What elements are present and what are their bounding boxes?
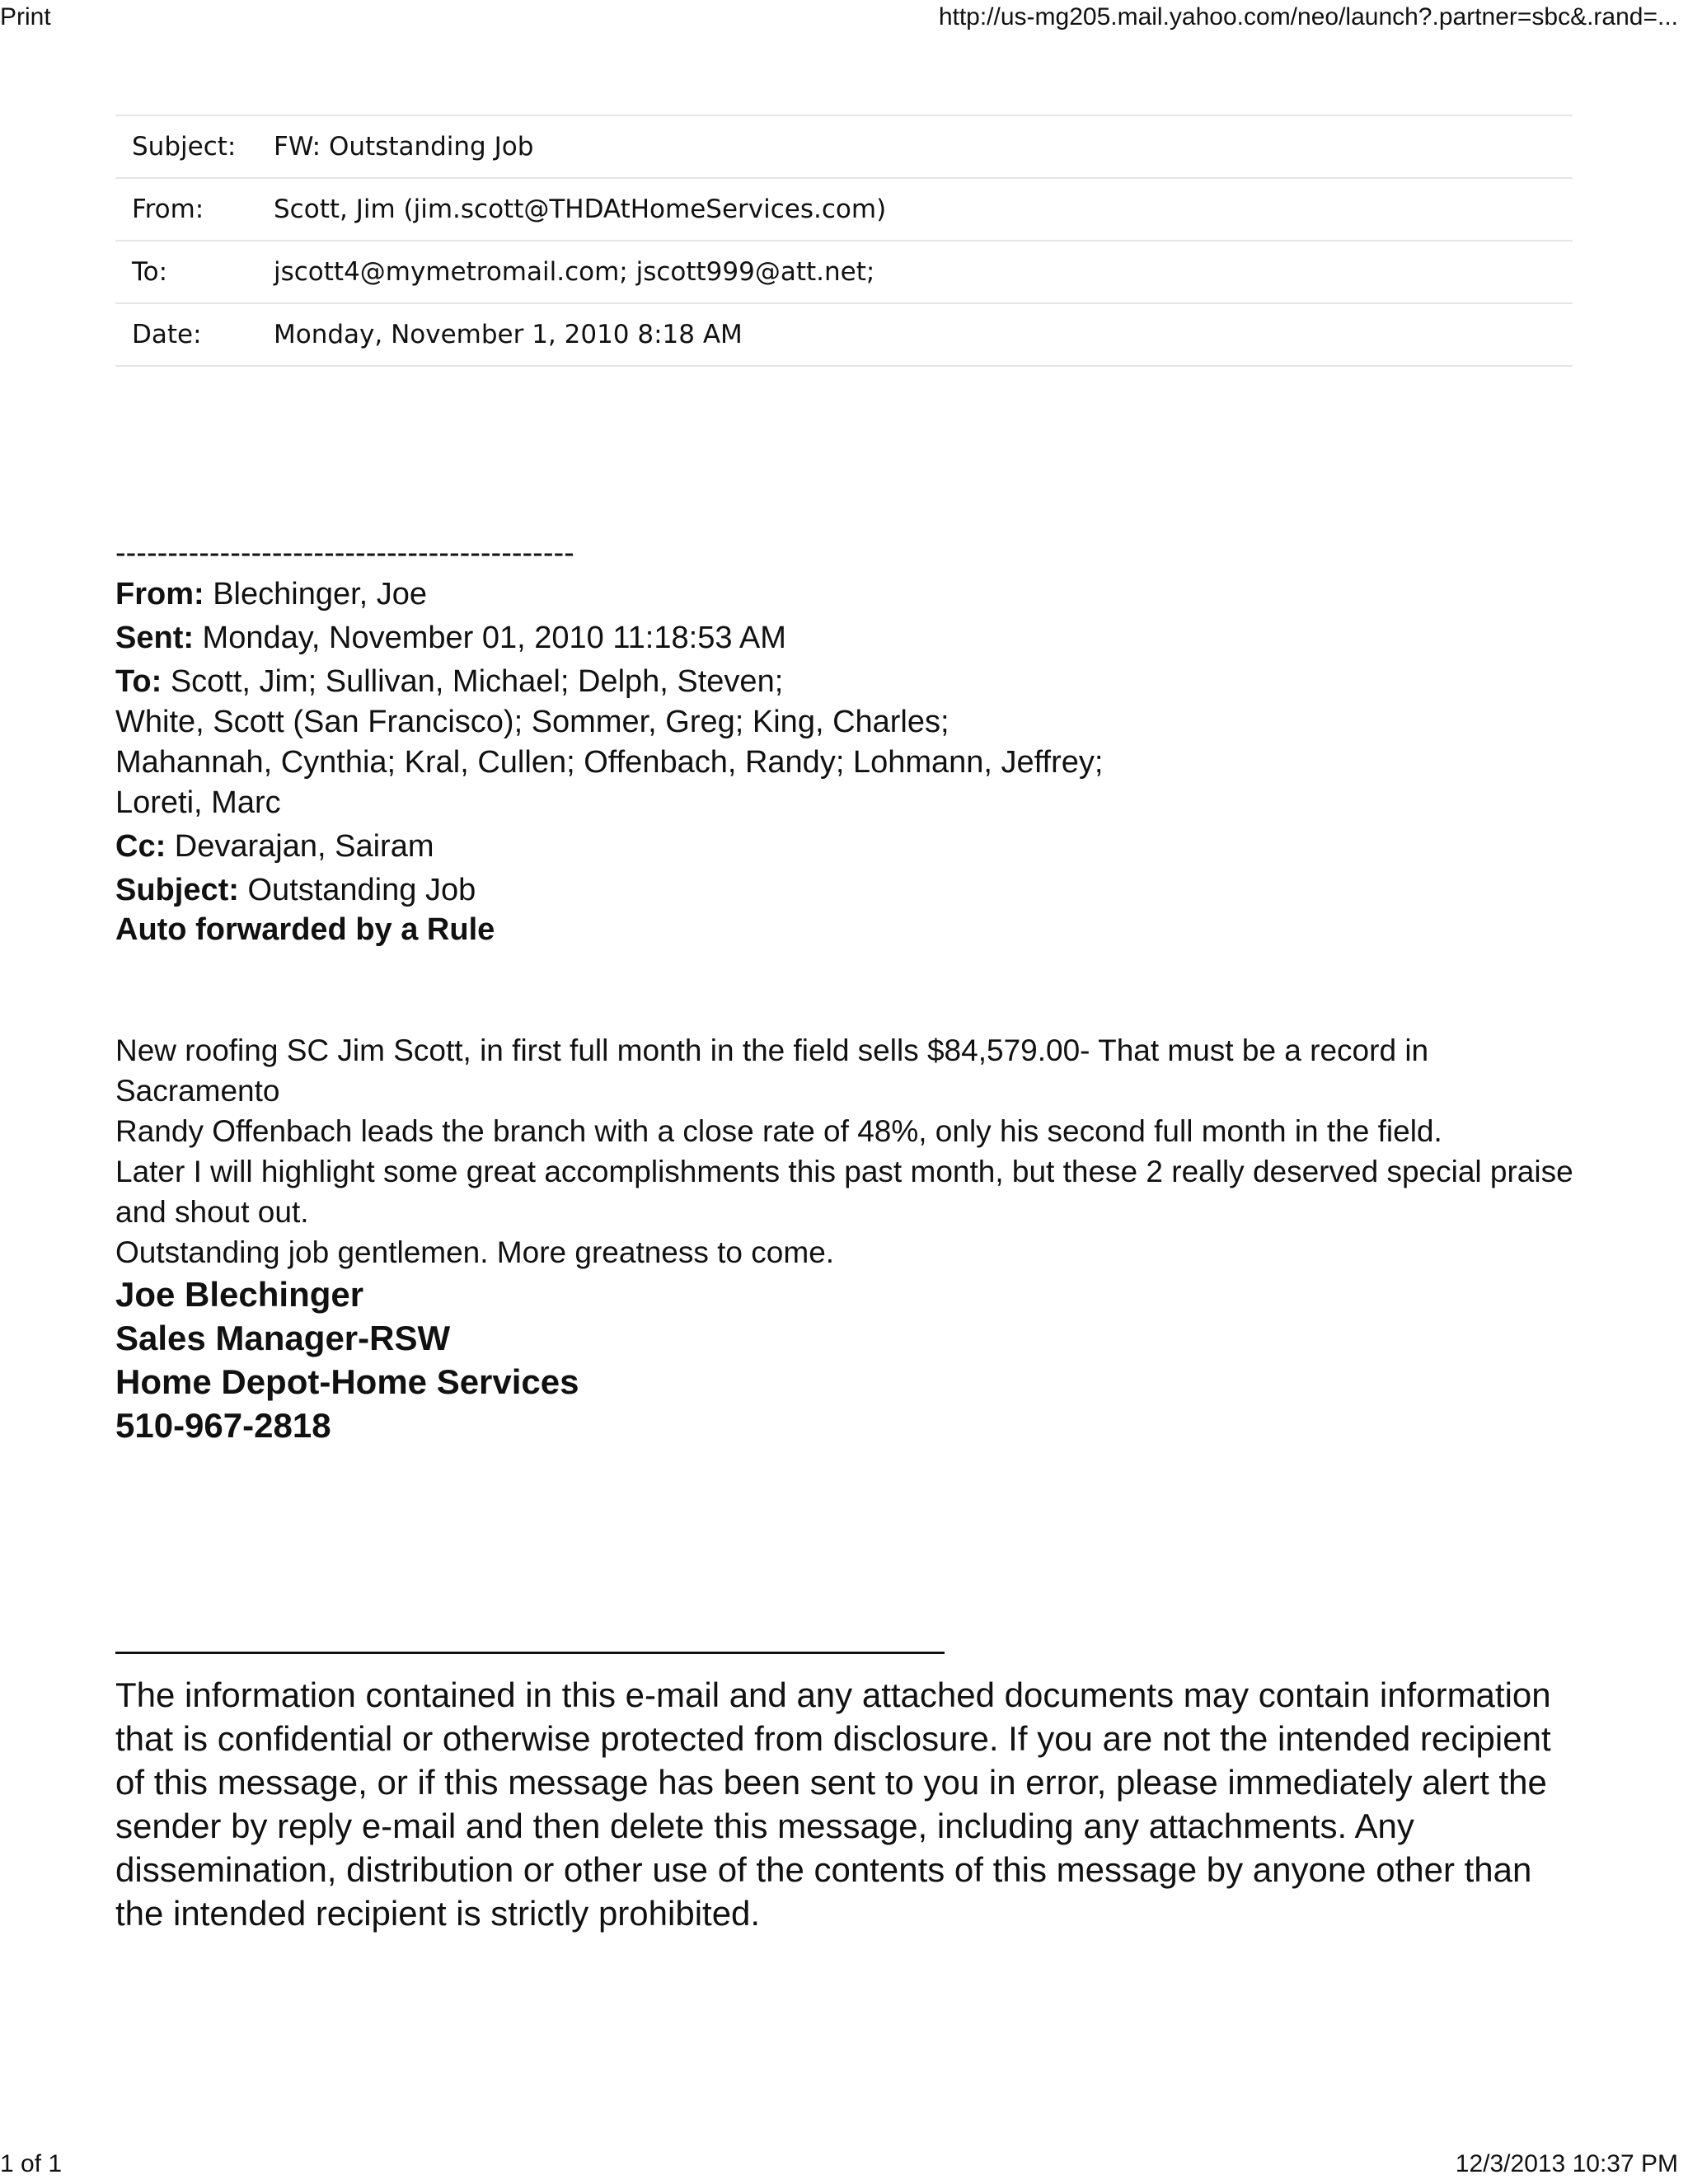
subject-value: FW: Outstanding Job [274,132,534,162]
fwd-from-label: From: [115,577,204,612]
signature-name: Joe Blechinger [115,1275,364,1314]
fwd-to-value-4: Loreti, Marc [115,785,281,820]
signature-phone: 510-967-2818 [115,1406,331,1445]
fwd-to-value-1: Scott, Jim; Sullivan, Michael; Delph, Steven; [162,664,784,699]
fwd-subject-value: Outstanding Job [238,873,476,907]
fwd-subject-line [115,869,1582,908]
fwd-from-line [115,573,1582,616]
to-label: To: [132,257,168,287]
fwd-to-label: To: [115,664,162,699]
forwarded-header [115,532,1582,952]
fwd-sent-label: Sent: [115,621,194,655]
body-paragraph-1: New roofing SC Jim Scott, in first full month in the field sells $84,579.00- That must be a record in Sacramento [115,1033,1429,1108]
fwd-sent-value: Monday, November 01, 2010 11:18:53 AM [194,621,786,655]
auto-forward-note [115,908,1582,952]
subject-label: Subject: [132,132,237,162]
print-url: http://us-mg205.mail.yahoo.com/neo/launch?.partner=sbc&.rand=... [938,3,1678,30]
fwd-cc-label: Cc: [115,829,166,864]
page-count: 1 of 1 [0,2150,63,2177]
date-label: Date: [132,320,202,349]
fwd-to-value-2: White, Scott (San Francisco); Sommer, Greg; King, Charles; [115,705,950,739]
fwd-sent-line [115,616,1582,660]
to-row [115,241,1573,303]
print-label: Print [0,3,51,30]
auto-forward-text: Auto forwarded by a Rule [115,912,495,947]
print-header [0,0,1688,41]
signature-title: Sales Manager-RSW [115,1319,451,1357]
from-value: Scott, Jim (jim.scott@THDAtHomeServices.com) [274,194,887,224]
fwd-to-line [115,660,1582,701]
subject-row [115,115,1573,178]
fwd-cc-value: Devarajan, Sairam [166,829,434,864]
signature-company: Home Depot-Home Services [115,1362,579,1401]
fwd-to-value-3: Mahannah, Cynthia; Kral, Cullen; Offenbach, Randy; Lohmann, Jeffrey; [115,745,1104,780]
from-label: From: [132,194,204,224]
print-footer [0,2148,1688,2184]
email-header-table [115,115,1573,367]
date-value: Monday, November 1, 2010 8:18 AM [274,320,743,349]
from-row [115,178,1573,241]
disclaimer-divider [115,1652,945,1654]
fwd-subject-label: Subject: [115,873,239,907]
date-row [115,303,1573,366]
body-paragraph-3: Later I will highlight some great accomplishments this past month, but these 2 really deserved special praise and shout out. [115,1155,1573,1229]
body-paragraph-4: Outstanding job gentlemen. More greatness to come. [115,1235,835,1269]
fwd-cc-line [115,825,1582,869]
body-paragraph-2: Randy Offenbach leads the branch with a close rate of 48%, only his second full month in the field. [115,1114,1442,1148]
message-body [115,1030,1582,1272]
forward-separator: -------------------------------------------- [115,536,574,570]
signature-block [115,1272,579,1447]
print-timestamp: 12/3/2013 10:37 PM [1455,2150,1678,2177]
fwd-from-value: Blechinger, Joe [204,577,428,612]
to-value: jscott4@mymetromail.com; jscott999@att.net; [274,257,875,287]
confidentiality-disclaimer: The information contained in this e-mail and any attached documents may contain information that is confidential or otherwise protected from disclosure. If you are not the intended recipient of this message, or if this message has been sent to you in error, please immediately alert the sender by reply e-mail and then delete this message, including any attachments. Any dissemination, distribution or other use of the contents of this message by anyone other than the intended recipient is strictly prohibited. [115,1675,1551,1933]
